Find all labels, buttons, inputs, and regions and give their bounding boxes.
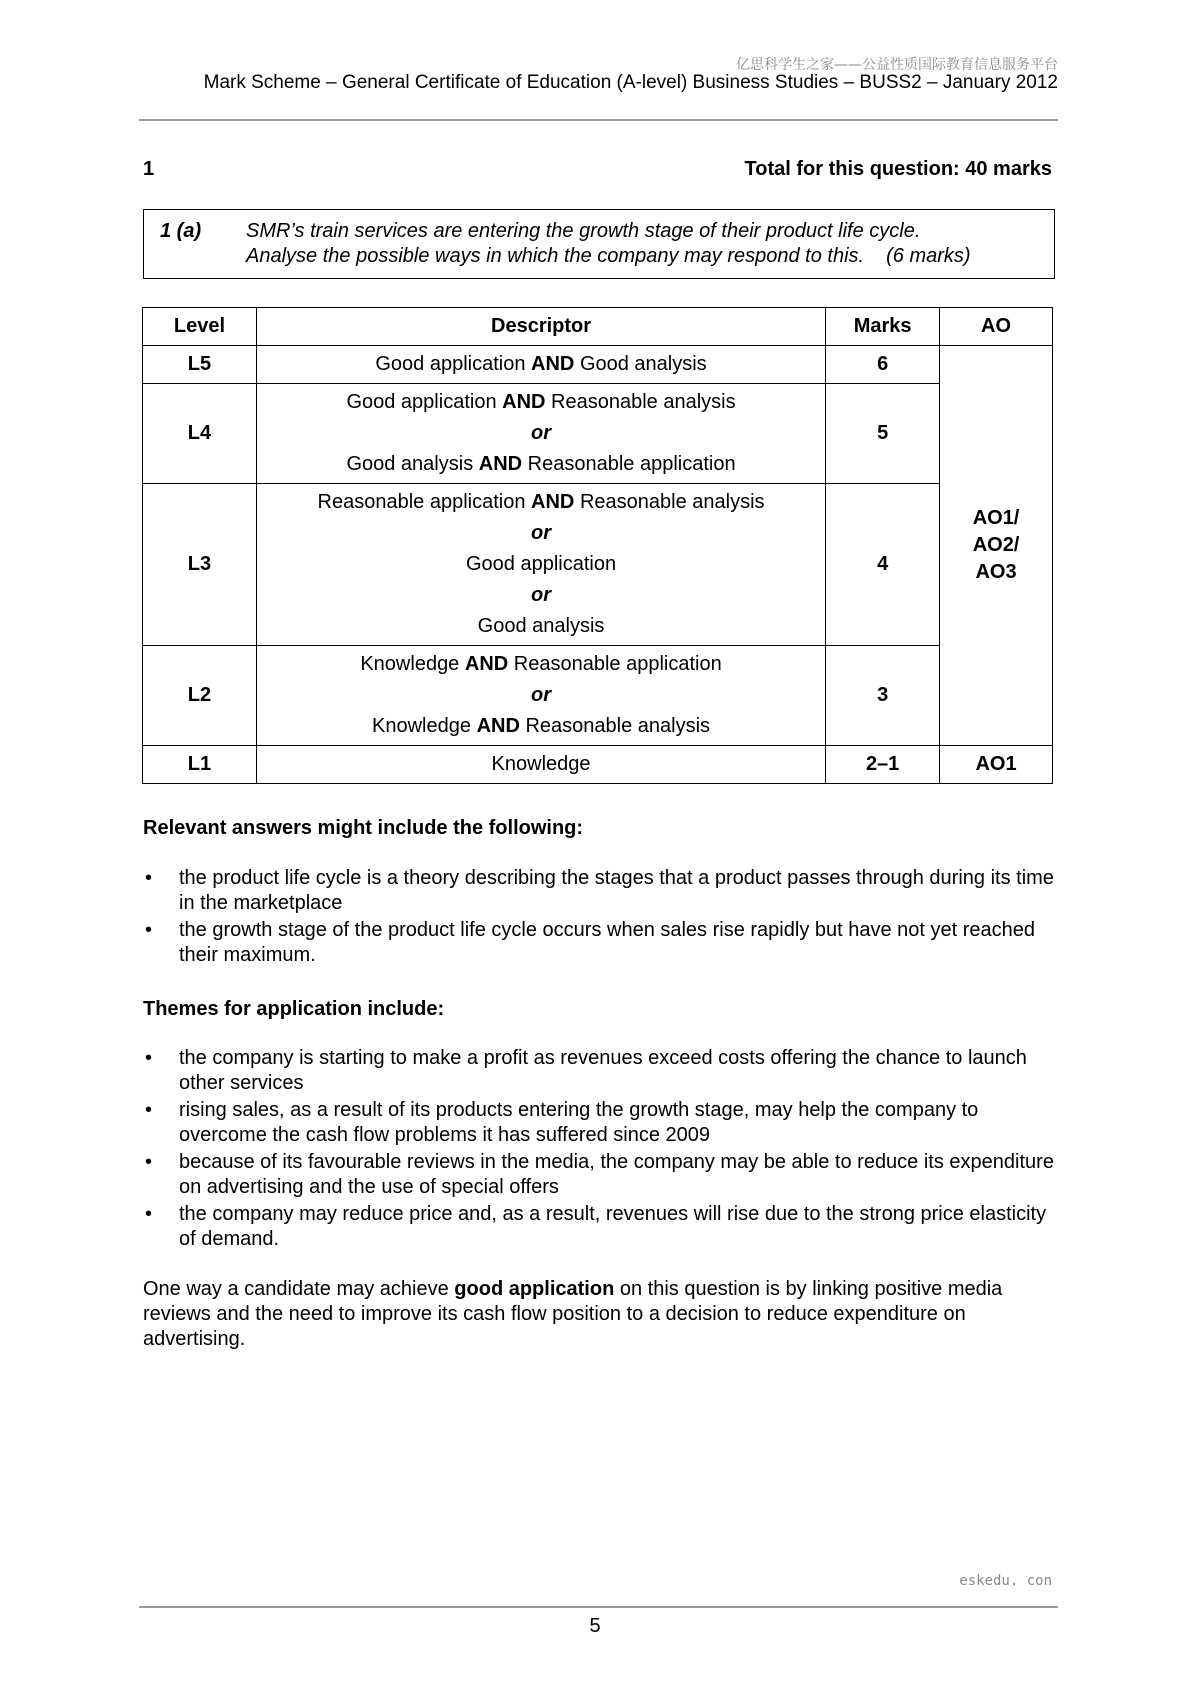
relevant-list (143, 866, 1063, 970)
descriptor-cell: Good application AND Good analysis (256, 346, 825, 384)
question-text (246, 219, 971, 269)
list-item: • the growth stage of the product life cycle occurs when sales rise rapidly but have not yet reached their maximum. (143, 918, 1063, 968)
level-cell: L2 (143, 646, 257, 746)
list-item: • the company is starting to make a profit as revenues exceed costs offering the chance to launch other services (143, 1046, 1063, 1096)
themes-heading: Themes for application include: (143, 998, 445, 1020)
list-item: • the product life cycle is a theory describing the stages that a product passes through during its time in the marketplace (143, 866, 1063, 916)
table-header-row (143, 308, 1053, 346)
question-line-2-text: Analyse the possible ways in which the company may respond to this. (246, 245, 865, 267)
marks-cell: 5 (826, 384, 940, 484)
question-line-2 (246, 244, 971, 269)
descriptor-cell: Knowledge (256, 746, 825, 784)
header-marks: Marks (826, 308, 940, 346)
table-row (143, 646, 1053, 746)
question-total: Total for this question: 40 marks (744, 158, 1052, 180)
level-cell: L1 (143, 746, 257, 784)
question-marks: (6 marks) (886, 245, 971, 267)
marks-cell: 4 (826, 484, 940, 646)
question-part-id: 1 (a) (160, 220, 202, 242)
page-number: 5 (589, 1615, 601, 1637)
descriptor-cell: Knowledge AND Reasonable application or Knowledge AND Reasonable analysis (256, 646, 825, 746)
header-ao: AO (940, 308, 1053, 346)
list-item: • because of its favourable reviews in the media, the company may be able to reduce its expenditure on advertising and the use of special offers (143, 1150, 1063, 1200)
closing-paragraph: One way a candidate may achieve good application on this question is by linking positive media reviews and the need to improve its cash flow position to a decision to reduce expenditure on advertising. (143, 1278, 1003, 1350)
relevant-heading: Relevant answers might include the following: (143, 817, 584, 839)
level-cell: L3 (143, 484, 257, 646)
question-line-1: SMR’s train services are entering the growth stage of their product life cycle. (246, 220, 921, 242)
header-watermark: 亿思科学生之家——公益性质国际教育信息服务平台 (736, 57, 1058, 73)
levels-table (142, 307, 1053, 784)
descriptor-cell: Reasonable application AND Reasonable analysis or Good application or Good analysis (256, 484, 825, 646)
question-number: 1 (143, 158, 155, 180)
ao-cell: AO1 (940, 746, 1053, 784)
descriptor-cell: Good application AND Reasonable analysis or Good analysis AND Reasonable application (256, 384, 825, 484)
question-box (143, 209, 1055, 279)
closing-emphasis: good application (454, 1278, 615, 1300)
marks-cell: 2–1 (826, 746, 940, 784)
header-descriptor: Descriptor (256, 308, 825, 346)
table-row (143, 384, 1053, 484)
header-title: Mark Scheme – General Certificate of Education (A-level) Business Studies – BUSS2 – January 2012 (203, 72, 1058, 93)
header-level: Level (143, 308, 257, 346)
ao-merged-cell: AO1/ AO2/ AO3 (940, 346, 1053, 746)
header-divider (139, 119, 1058, 121)
list-item: • the company may reduce price and, as a result, revenues will rise due to the strong price elasticity of demand. (143, 1202, 1063, 1252)
themes-list (143, 1046, 1063, 1254)
table-row (143, 484, 1053, 646)
marks-cell: 6 (826, 346, 940, 384)
level-cell: L5 (143, 346, 257, 384)
list-item: • rising sales, as a result of its products entering the growth stage, may help the company to overcome the cash flow problems it has suffered since 2009 (143, 1098, 1063, 1148)
footer-site-mark: eskedu. con (959, 1573, 1052, 1589)
footer-divider (139, 1606, 1058, 1608)
marks-cell: 3 (826, 646, 940, 746)
table-row (143, 746, 1053, 784)
table-row (143, 346, 1053, 384)
level-cell: L4 (143, 384, 257, 484)
